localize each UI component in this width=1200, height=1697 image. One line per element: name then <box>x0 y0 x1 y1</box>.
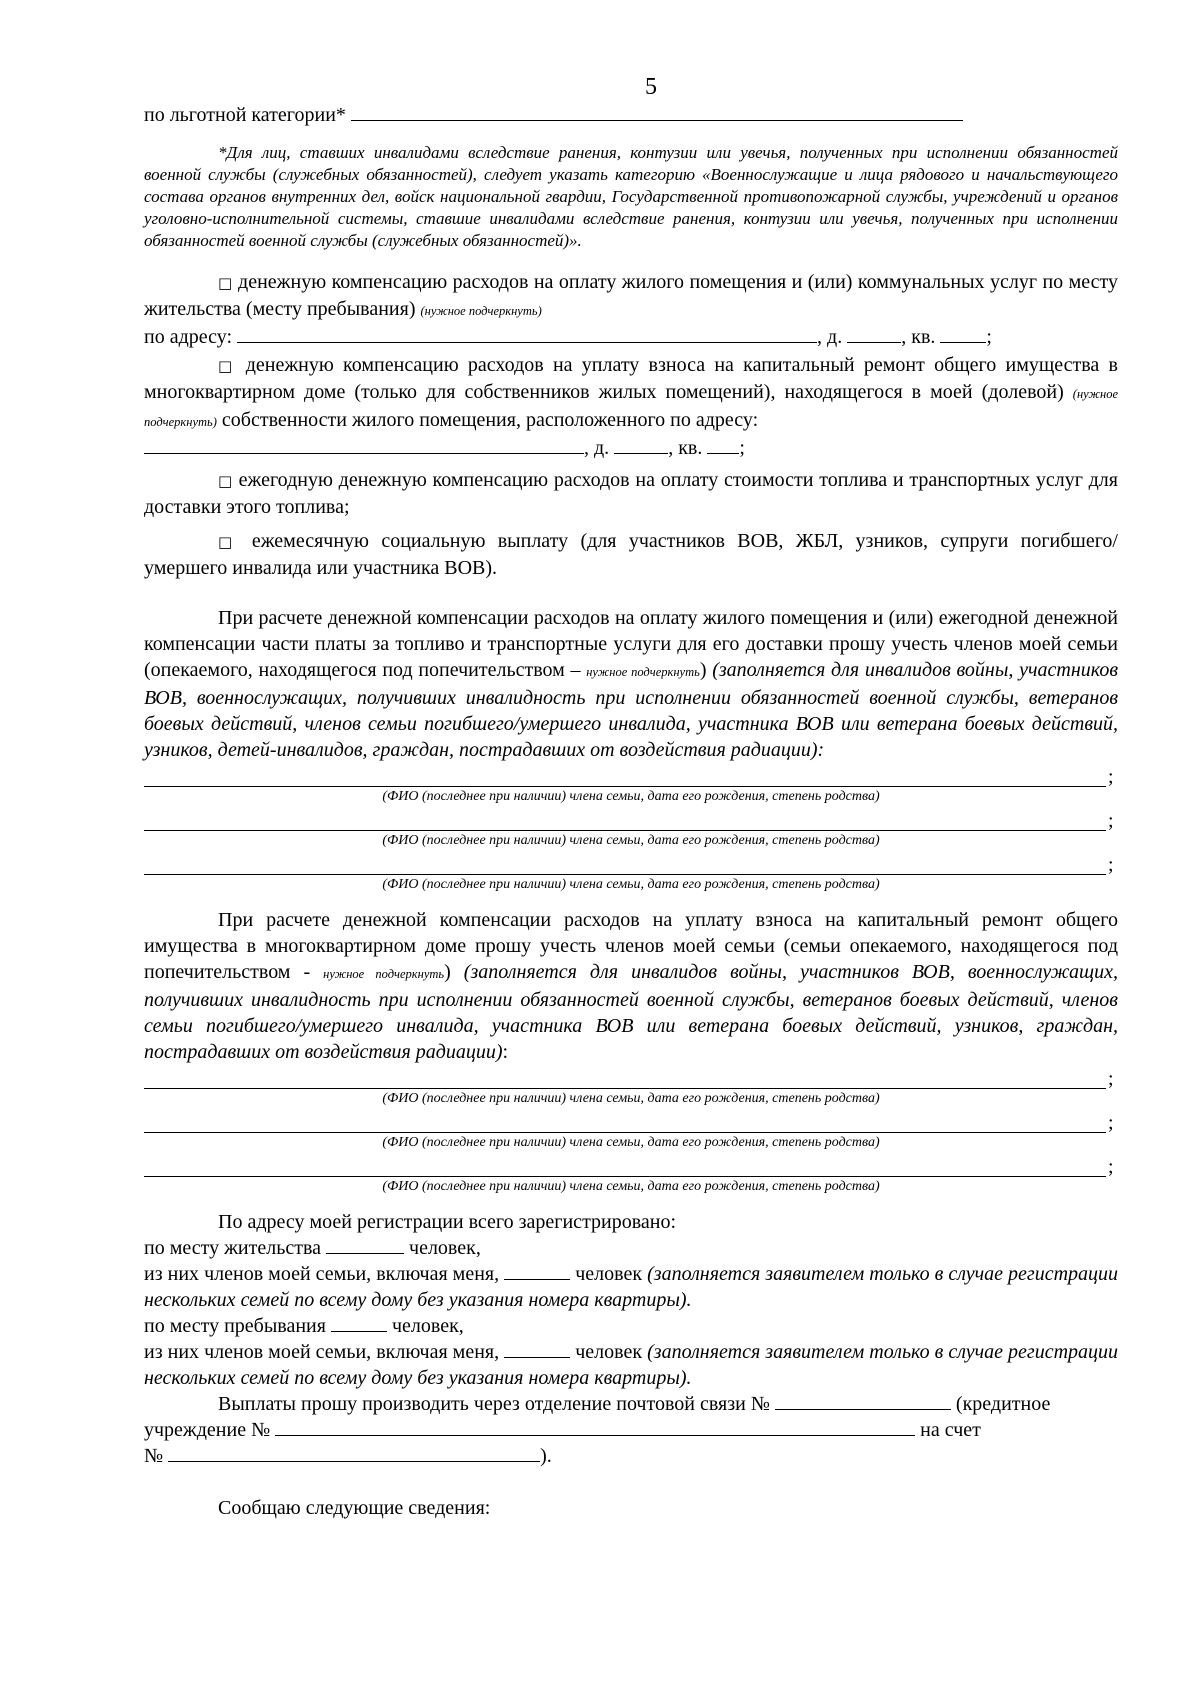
address-label: по адресу: <box>144 326 233 348</box>
residence-label: по месту жительства <box>144 1237 322 1259</box>
stay-count-field[interactable] <box>331 1314 387 1332</box>
member-line[interactable]: ; <box>144 853 1118 875</box>
checkbox-fuel[interactable]: □ <box>218 472 233 490</box>
registration-note: (заполняется заявителем только в случае регистрации нескольких семей по всему дому без указания номера квартиры). <box>144 1263 1119 1311</box>
registration-note-2: (заполняется заявителем только в случае регистрации нескольких семей по всему дому без указания номера квартиры). <box>144 1341 1119 1389</box>
residence-count-field[interactable] <box>326 1236 404 1254</box>
semicolon: ; <box>986 326 992 348</box>
family-repair-text-1: При расчете денежной компенсации расходов на уплату взноса на капитальный ремонт общего имущества в многоквартирном доме прошу учесть членов моей семьи (семьи опекаемого, находящегося под попечительством - <box>144 909 1118 983</box>
option-repair-text-2: собственности жилого помещения, расположенного по адресу: <box>221 409 759 431</box>
apt-label: , кв. <box>901 326 936 348</box>
payment-account-line <box>144 1443 1118 1469</box>
persons2-label-2: человек <box>575 1341 643 1363</box>
checkbox-monthly[interactable]: □ <box>218 533 240 551</box>
checkbox-housing[interactable]: □ <box>218 274 233 292</box>
account-label: на счет <box>920 1419 981 1441</box>
post-office-field[interactable] <box>775 1392 951 1410</box>
registration-members-line-2 <box>144 1339 1118 1391</box>
option-fuel-text: ежегодную денежную компенсацию расходов на оплату стоимости топлива и транспортных услуг для доставки этого топлива; <box>144 469 1118 518</box>
member-caption: (ФИО (последнее при наличии) члена семьи, дата его рождения, степень родства) <box>382 1179 880 1194</box>
repair-house-label: , д. <box>584 437 610 459</box>
address-field[interactable] <box>237 325 817 343</box>
bank-label: учреждение № <box>144 1419 271 1441</box>
family-housing-paragraph <box>144 605 1118 763</box>
account-close: ). <box>540 1445 552 1467</box>
family-repair-text-2: ) <box>444 961 451 983</box>
member-caption: (ФИО (последнее при наличии) члена семьи, дата его рождения, степень родства) <box>382 789 880 804</box>
option-repair <box>144 352 1118 435</box>
payment-bank-line <box>144 1417 1118 1443</box>
page-number: 5 <box>645 74 657 100</box>
category-field[interactable] <box>351 103 963 121</box>
option-monthly <box>144 528 1118 581</box>
repair-apt-label: , кв. <box>668 437 703 459</box>
family-repair-lines <box>144 1067 1118 1199</box>
member-line[interactable]: ; <box>144 765 1118 787</box>
member-caption: (ФИО (последнее при наличии) члена семьи, дата его рождения, степень родства) <box>382 1135 880 1150</box>
house-label: , д. <box>817 326 843 348</box>
option-housing <box>144 269 1118 324</box>
registration-members-line-1 <box>144 1261 1118 1313</box>
registration-residence-line <box>144 1235 1118 1261</box>
payment-text-2: (кредитное <box>955 1393 1051 1415</box>
account-field[interactable] <box>168 1444 540 1462</box>
members-label-2: из них членов моей семьи, включая меня, <box>144 1341 500 1363</box>
option-housing-text: денежную компенсацию расходов на оплату жилого помещения и (или) коммунальных услуг по месту жительства (месту пребывания) <box>144 271 1118 320</box>
members-count-field[interactable] <box>504 1262 570 1280</box>
member-line[interactable]: ; <box>144 1111 1118 1133</box>
repair-address-line <box>144 435 1118 461</box>
family-housing-italic: (заполняется для инвалидов войны, участников ВОВ, военнослужащих, получивших инвалидность при исполнении обязанностей военной службы, ветеранов боевых действий, членов семьи погибшего/умершего инвалида, участника ВОВ или ветерана боевых действий, узников, детей-инвалидов, граждан, пострадавших от воздействия радиации): <box>144 659 1119 761</box>
members-count-field-2[interactable] <box>504 1340 570 1358</box>
payment-text-1: Выплаты прошу производить через отделение почтовой связи № <box>218 1393 770 1415</box>
family-housing-text-2: ) <box>699 659 707 681</box>
family-repair-note: нужное подчеркнуть <box>323 967 445 981</box>
family-housing-lines <box>144 765 1118 897</box>
stay-label: по месту пребывания <box>144 1315 326 1337</box>
family-housing-note: нужное подчеркнуть <box>586 665 700 679</box>
member-line[interactable]: ; <box>144 809 1118 831</box>
option-repair-text-1: денежную компенсацию расходов на уплату взноса на капитальный ремонт общего имущества в многоквартирном доме (только для собственников жилых помещений), находящегося в моей (долевой) <box>144 354 1119 403</box>
persons-label: человек, <box>409 1237 481 1259</box>
persons2-label: человек <box>575 1263 643 1285</box>
repair-house-field[interactable] <box>614 436 668 454</box>
member-caption: (ФИО (последнее при наличии) члена семьи, дата его рождения, степень родства) <box>382 833 880 848</box>
document-page <box>144 72 1118 1521</box>
members-label: из них членов моей семьи, включая меня, <box>144 1263 500 1285</box>
registration-intro: По адресу моей регистрации всего зарегистрировано: <box>218 1211 677 1233</box>
member-caption: (ФИО (последнее при наличии) члена семьи, дата его рождения, степень родства) <box>382 1091 880 1106</box>
option-monthly-text: ежемесячную социальную выплату (для участников ВОВ, ЖБЛ, узников, супруги погибшего/умершего инвалида или участника ВОВ). <box>144 530 1118 579</box>
category-line <box>144 102 1118 128</box>
family-repair-colon: : <box>502 1041 509 1063</box>
repair-address-field[interactable] <box>144 436 584 454</box>
repair-apt-field[interactable] <box>707 436 739 454</box>
stay-persons-label: человек, <box>391 1315 464 1337</box>
family-repair-italic: (заполняется для инвалидов войны, участников ВОВ, военнослужащих, получивших инвалидность при исполнении обязанностей военной службы, ветеранов боевых действий, членов семьи погибшего/умершего инвалида, участника ВОВ или ветерана боевых действий, узников, граждан, пострадавших от воздействия радиации) <box>144 961 1119 1063</box>
member-line[interactable]: ; <box>144 1155 1118 1177</box>
family-repair-paragraph <box>144 907 1118 1065</box>
family-housing-text-1: При расчете денежной компенсации расходов на оплату жилого помещения и (или) ежегодной денежной компенсации части платы за топливо и транспортные услуги для его доставки прошу учесть членов моей семьи (опекаемого, находящегося под попечительством – <box>144 607 1118 681</box>
account-num-label: № <box>144 1445 164 1467</box>
category-label: по льготной категории* <box>144 104 346 126</box>
footnote: *Для лиц, ставших инвалидами вследствие ранения, контузии или увечья, полученных при исполнении обязанностей военной службы (служебных обязанностей), следует указать категорию «Военнослужащие и лица рядового и начальствующего состава органов внутренних дел, войск национальной гвардии, Государственной противопожарной службы, учреждений и органов уголовно-исполнительной системы, ставшие инвалидами вследствие ранения, контузии или увечья, полученных при исполнении обязанностей военной службы (служебных обязанностей)». <box>144 143 1118 250</box>
bank-field[interactable] <box>275 1418 915 1436</box>
member-caption: (ФИО (последнее при наличии) члена семьи, дата его рождения, степень родства) <box>382 877 880 892</box>
option-fuel <box>144 467 1118 520</box>
apt-field[interactable] <box>940 325 986 343</box>
option-repair-note: (нужное подчеркнуть) <box>144 387 1119 429</box>
closing-line: Сообщаю следующие сведения: <box>218 1497 491 1519</box>
repair-semicolon: ; <box>739 437 745 459</box>
checkbox-repair[interactable]: □ <box>218 357 237 375</box>
housing-address-line <box>144 324 1118 350</box>
house-field[interactable] <box>847 325 901 343</box>
registration-stay-line <box>144 1313 1118 1339</box>
payment-paragraph <box>144 1391 1118 1417</box>
option-housing-note: (нужное подчеркнуть) <box>420 304 542 318</box>
member-line[interactable]: ; <box>144 1067 1118 1089</box>
